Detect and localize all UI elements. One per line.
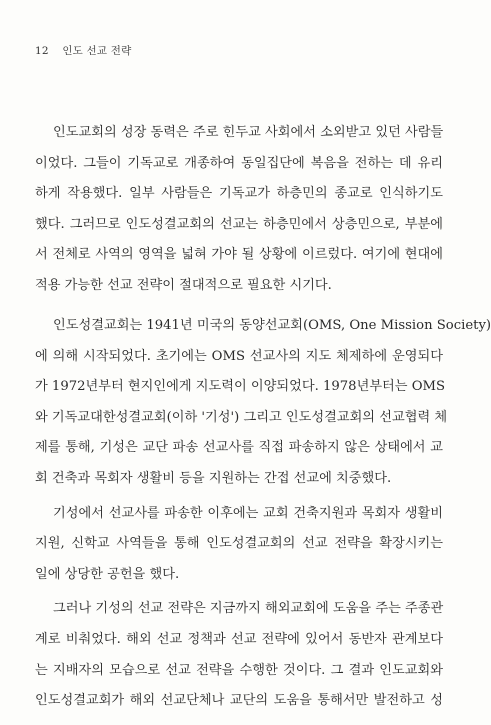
text-line: 회 건축과 목회자 생활비 등을 지원하는 간접 선교에 치중했다. xyxy=(35,470,392,486)
running-header xyxy=(35,43,131,58)
paragraph xyxy=(35,594,443,716)
text-line: 그러나 기성의 선교 전략은 지금까지 해외교회에 도움을 주는 주종관 xyxy=(53,601,444,617)
text-line: 계로 비춰었다. 해외 선교 정책과 선교 전략에 있어서 동반자 관계보다 xyxy=(35,631,443,647)
text-line: 에 의해 시작되었다. 초기에는 OMS 선교사의 지도 체제하에 운영되다 xyxy=(35,348,443,364)
text-line: 인도교회의 성장 동력은 주로 힌두교 사회에서 소외받고 있던 사람들 xyxy=(53,125,444,140)
text-line: 서 전체로 사역의 영역을 넓혀 가야 될 상황에 이르렀다. 여기에 현대에 xyxy=(35,247,443,263)
text-line: 적용 가능한 선교 전략이 절대적으로 필요한 시기다. xyxy=(35,277,332,293)
text-line: 지원, 신학교 사역들을 통해 인도성결교회의 선교 전략을 확장시키는 xyxy=(35,536,443,552)
text-line: 했다. 그러므로 인도성결교회의 선교는 하층민에서 상층민으로, 부분에 xyxy=(35,216,443,232)
text-line: 하게 작용했다. 일부 사람들은 기독교가 하층민의 종교로 인식하기도 xyxy=(35,186,443,202)
body-text xyxy=(35,118,491,717)
running-title: 인도 선교 전략 xyxy=(62,45,132,57)
text-line: 일에 상당한 공헌을 했다. xyxy=(35,566,180,582)
paragraph xyxy=(35,311,491,495)
text-line: 이었다. 그들이 기독교로 개종하여 동일집단에 복음을 전하는 데 유리 xyxy=(35,155,443,171)
page-number: 12 xyxy=(35,45,49,57)
text-line: 기성에서 선교사를 파송한 이후에는 교회 건축지원과 목회자 생활비 xyxy=(53,505,443,521)
text-line: 인도성결교회는 1941년 미국의 동양선교회(OMS, One Mission Society) xyxy=(53,317,491,333)
text-line: 인도성결교회가 해외 선교단체나 교단의 도움을 통해서만 발전하고 성 xyxy=(35,693,443,709)
text-line: 와 기독교대한성결교회(이하 '기성') 그리고 인도성결교회의 선교협력 체 xyxy=(35,409,448,425)
paragraph xyxy=(35,118,443,311)
text-line: 는 지배자의 모습으로 선교 전략을 수행한 것이다. 그 결과 인도교회와 xyxy=(35,662,443,678)
paragraph xyxy=(35,499,443,591)
text-line: 가 1972년부터 현지인에게 지도력이 이양되었다. 1978년부터는 OMS xyxy=(35,379,446,395)
text-line: 제를 통해, 기성은 교단 파송 선교사를 직접 파송하지 않은 상태에서 교 xyxy=(35,440,443,456)
